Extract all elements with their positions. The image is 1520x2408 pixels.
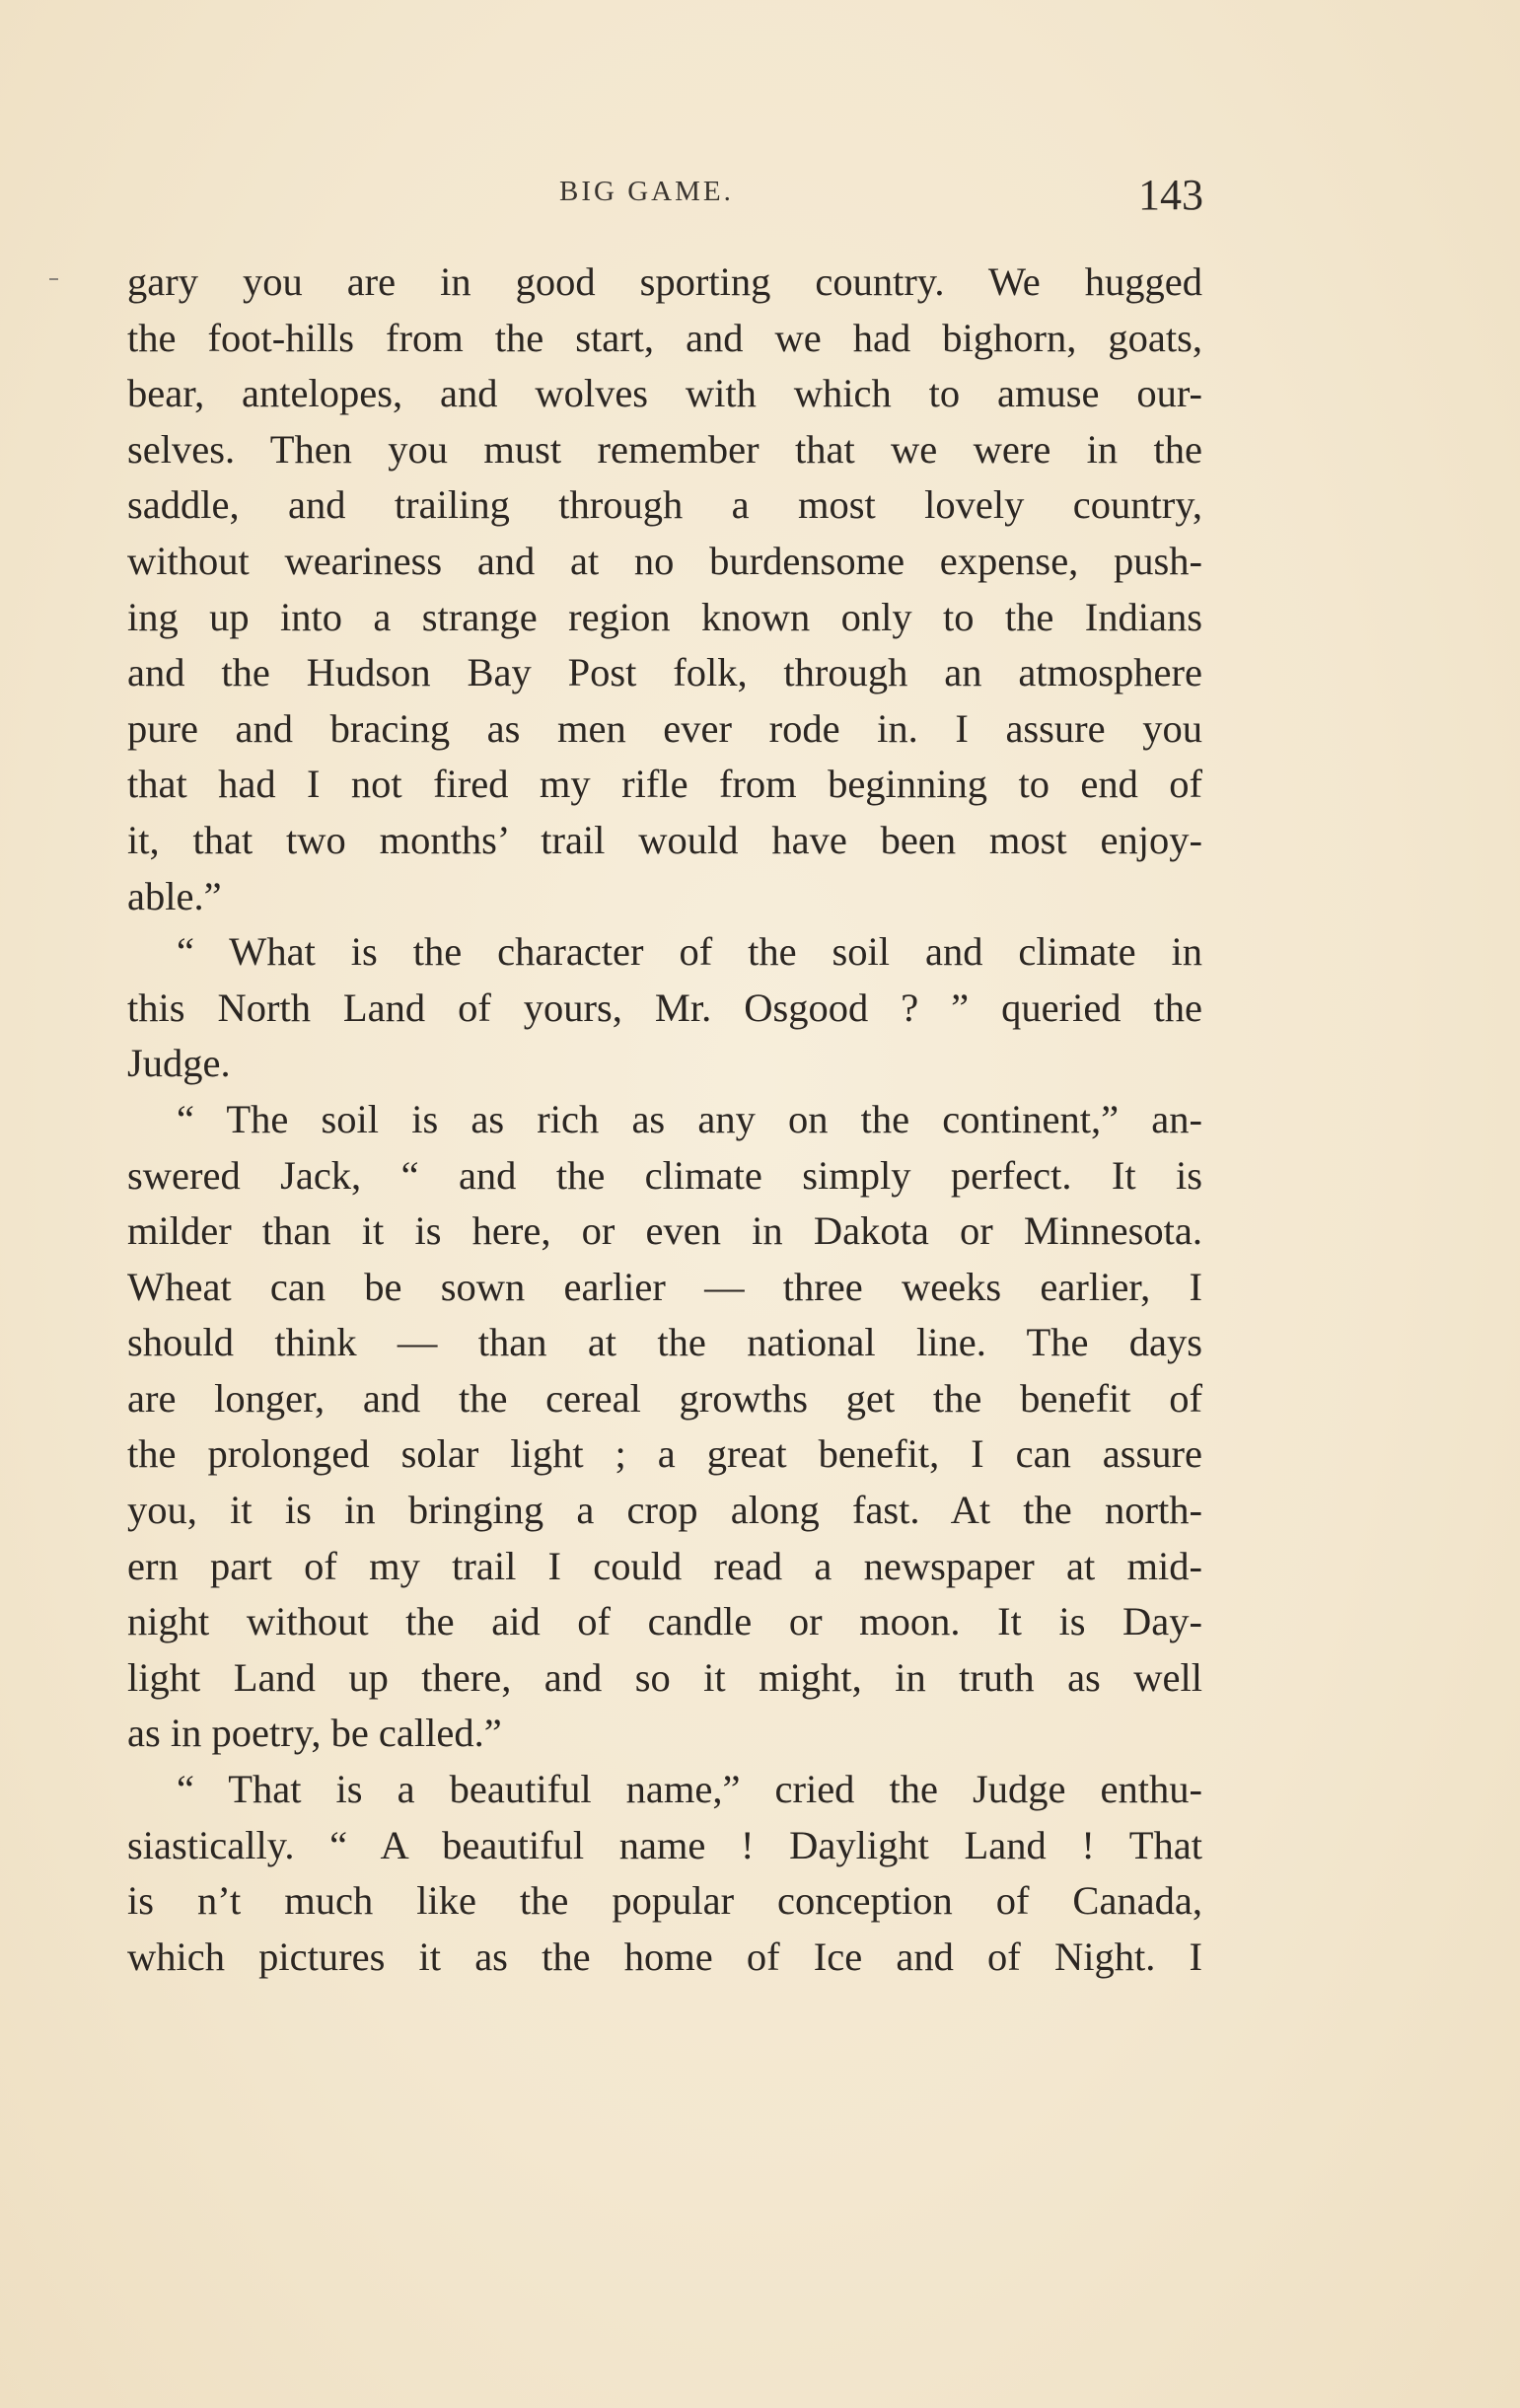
text-line: is n’t much like the popular conception of Canada, (127, 1878, 1202, 1924)
text-line: gary you are in good sporting country. We hugged (127, 259, 1202, 304)
text-line: this North Land of yours, Mr. Osgood ? ” queried the (127, 985, 1202, 1030)
text-line: pure and bracing as men ever rode in. I assure you (127, 705, 1202, 751)
text-line: “ What is the character of the soil and climate in (177, 929, 1202, 975)
text-line: “ The soil is as rich as any on the continent,” an- (177, 1096, 1202, 1141)
text-line: selves. Then you must remember that we were in the (127, 426, 1202, 472)
text-line: able.” (127, 873, 222, 918)
text-line: it, that two months’ trail would have been most enjoy- (127, 817, 1202, 862)
text-line: as in poetry, be called.” (127, 1711, 502, 1756)
text-line: night without the aid of candle or moon. It is Day- (127, 1599, 1202, 1644)
text-line: light Land up there, and so it might, in truth as well (127, 1654, 1202, 1700)
text-line: milder than it is here, or even in Dakota or Minnesota. (127, 1208, 1202, 1254)
text-line: bear, antelopes, and wolves with which to amuse our- (127, 371, 1202, 416)
text-line: saddle, and trailing through a most lovely country, (127, 482, 1202, 528)
text-line: you, it is in bringing a crop along fast. At the north- (127, 1488, 1202, 1533)
running-head (0, 170, 1520, 229)
text-line: the foot-hills from the start, and we had bighorn, goats, (127, 315, 1202, 360)
text-line: “ That is a beautiful name,” cried the Judge enthu- (177, 1767, 1202, 1812)
margin-mark (49, 278, 58, 280)
text-line: without weariness and at no burdensome expense, push- (127, 538, 1202, 583)
text-line: siastically. “ A beautiful name ! Daylight Land ! That (127, 1822, 1202, 1867)
text-line: are longer, and the cereal growths get the benefit of (127, 1375, 1202, 1421)
text-line: that had I not fired my rifle from beginning to end of (127, 762, 1202, 807)
text-line: Wheat can be sown earlier — three weeks earlier, I (127, 1264, 1202, 1309)
text-line: ern part of my trail I could read a newspaper at mid- (127, 1543, 1202, 1588)
page-number: 143 (1138, 171, 1203, 219)
text-line: should think — than at the national line. The days (127, 1320, 1202, 1365)
text-line: ing up into a strange region known only to the Indians (127, 594, 1202, 639)
text-line: which pictures it as the home of Ice and of Night. I (127, 1934, 1202, 1979)
text-line: swered Jack, “ and the climate simply perfect. It is (127, 1152, 1202, 1198)
text-line: Judge. (127, 1041, 231, 1086)
body-text (127, 255, 1202, 1985)
running-head-title: BIG GAME. (559, 176, 734, 207)
text-line: the prolonged solar light ; a great benefit, I can assure (127, 1431, 1202, 1477)
text-line: and the Hudson Bay Post folk, through an atmosphere (127, 650, 1202, 695)
